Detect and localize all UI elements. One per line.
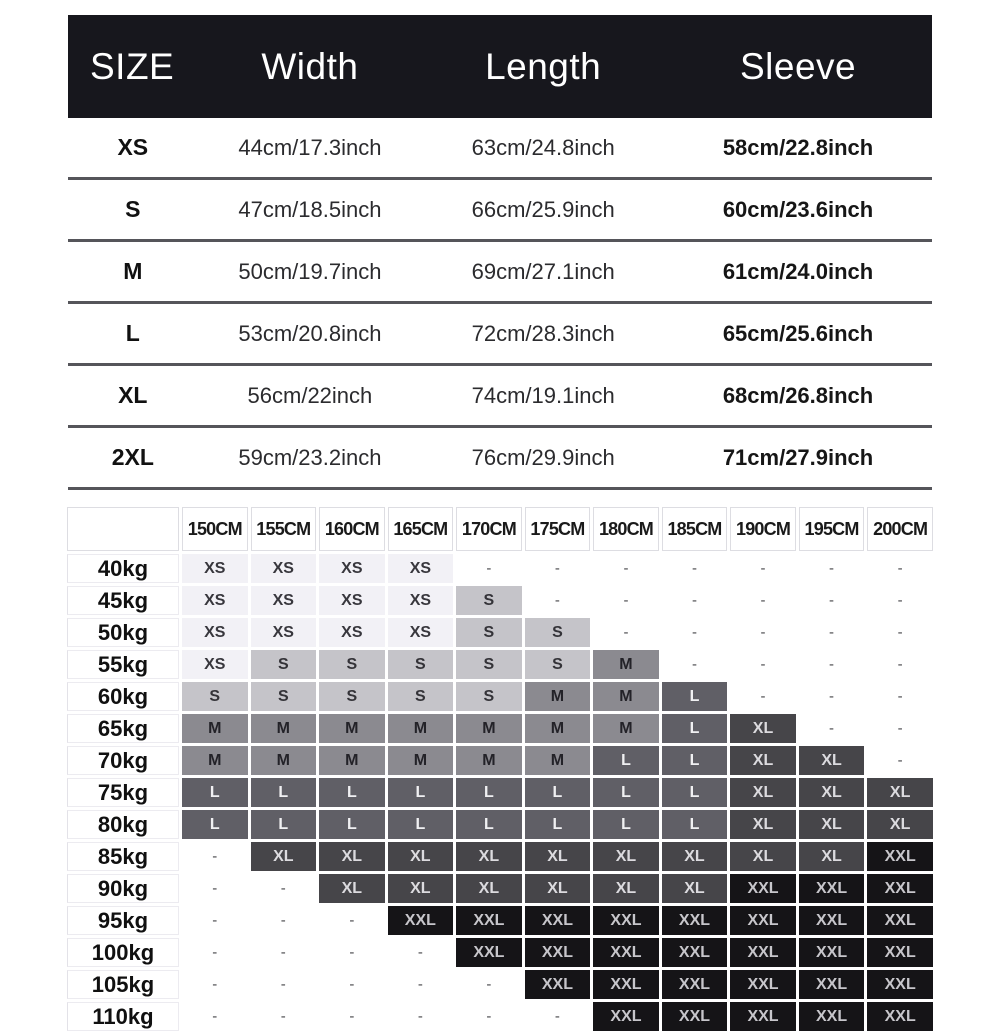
recommended-size-cell: M: [319, 746, 385, 775]
no-size-cell: -: [730, 650, 796, 679]
no-size-cell: -: [388, 938, 454, 967]
recommended-size-cell: L: [319, 810, 385, 839]
no-size-cell: -: [799, 618, 865, 647]
recommended-size-cell: XXL: [799, 906, 865, 935]
recommended-size-cell: L: [388, 810, 454, 839]
no-size-cell: -: [593, 554, 659, 583]
weight-row: [67, 842, 933, 871]
recommended-size-cell: L: [251, 778, 317, 807]
recommended-size-cell: XXL: [730, 906, 796, 935]
width-value: 50cm/19.7inch: [238, 258, 382, 284]
size-label: M: [123, 258, 143, 284]
recommended-size-cell: XL: [730, 746, 796, 775]
no-size-cell: -: [251, 1002, 317, 1031]
recommended-size-cell: XXL: [525, 938, 591, 967]
size-label: 2XL: [111, 444, 154, 470]
recommended-size-cell: XXL: [662, 970, 728, 999]
sleeve-value: 61cm/24.0inch: [722, 258, 874, 284]
length-value: 72cm/28.3inch: [471, 320, 615, 346]
recommended-size-cell: L: [662, 778, 728, 807]
header-width: Width: [261, 45, 359, 87]
no-size-cell: -: [867, 650, 933, 679]
recommended-size-cell: M: [593, 650, 659, 679]
width-value: 47cm/18.5inch: [238, 196, 382, 222]
height-header: 180CM: [593, 507, 659, 551]
recommended-size-cell: XXL: [593, 970, 659, 999]
weight-row: [67, 1002, 933, 1031]
sleeve-value: 65cm/25.6inch: [722, 320, 874, 346]
recommended-size-cell: XS: [182, 586, 248, 615]
recommended-size-cell: L: [593, 778, 659, 807]
recommended-size-cell: S: [525, 618, 591, 647]
size-label: S: [125, 196, 141, 222]
no-size-cell: -: [251, 874, 317, 903]
sleeve-value: 58cm/22.8inch: [722, 134, 874, 160]
no-size-cell: -: [525, 586, 591, 615]
recommended-size-cell: XXL: [593, 938, 659, 967]
recommended-size-cell: L: [319, 778, 385, 807]
recommended-size-cell: XS: [388, 618, 454, 647]
recommended-size-cell: M: [456, 714, 522, 743]
recommended-size-cell: XL: [593, 874, 659, 903]
recommended-size-cell: XXL: [799, 938, 865, 967]
weight-label: 100kg: [67, 938, 179, 967]
recommended-size-cell: XS: [319, 554, 385, 583]
recommended-size-cell: XL: [730, 810, 796, 839]
sleeve-value: 71cm/27.9inch: [722, 444, 874, 470]
recommended-size-cell: XXL: [525, 906, 591, 935]
recommended-size-cell: XXL: [662, 1002, 728, 1031]
fit-matrix-header-row: [67, 507, 933, 551]
size-row-m: [68, 242, 932, 304]
recommended-size-cell: XL: [730, 778, 796, 807]
recommended-size-cell: M: [319, 714, 385, 743]
recommended-size-cell: XXL: [456, 906, 522, 935]
height-header: 200CM: [867, 507, 933, 551]
no-size-cell: -: [867, 682, 933, 711]
size-row-l: [68, 304, 932, 366]
length-value: 66cm/25.9inch: [471, 196, 615, 222]
recommended-size-cell: XXL: [730, 1002, 796, 1031]
weight-label: 40kg: [67, 554, 179, 583]
recommended-size-cell: M: [525, 714, 591, 743]
height-header: 170CM: [456, 507, 522, 551]
recommended-size-cell: XL: [799, 746, 865, 775]
weight-row: [67, 554, 933, 583]
no-size-cell: -: [799, 650, 865, 679]
no-size-cell: -: [730, 554, 796, 583]
height-header: 155CM: [251, 507, 317, 551]
size-row-xl: [68, 366, 932, 428]
length-value: 76cm/29.9inch: [471, 444, 615, 470]
no-size-cell: -: [388, 1002, 454, 1031]
weight-row: [67, 618, 933, 647]
recommended-size-cell: XL: [867, 810, 933, 839]
recommended-size-cell: XL: [251, 842, 317, 871]
no-size-cell: -: [662, 554, 728, 583]
recommended-size-cell: XS: [319, 586, 385, 615]
recommended-size-cell: XL: [456, 874, 522, 903]
no-size-cell: -: [593, 586, 659, 615]
no-size-cell: -: [456, 554, 522, 583]
weight-label: 65kg: [67, 714, 179, 743]
recommended-size-cell: XL: [730, 842, 796, 871]
no-size-cell: -: [867, 586, 933, 615]
width-value: 56cm/22inch: [247, 382, 373, 408]
no-size-cell: -: [319, 938, 385, 967]
sleeve-value: 68cm/26.8inch: [722, 382, 874, 408]
size-label: L: [125, 320, 140, 346]
weight-row: [67, 746, 933, 775]
recommended-size-cell: XL: [799, 842, 865, 871]
recommended-size-cell: M: [456, 746, 522, 775]
no-size-cell: -: [182, 874, 248, 903]
weight-label: 60kg: [67, 682, 179, 711]
size-row-s: [68, 180, 932, 242]
weight-row: [67, 906, 933, 935]
header-length: Length: [485, 45, 602, 87]
no-size-cell: -: [867, 714, 933, 743]
recommended-size-cell: L: [662, 746, 728, 775]
recommended-size-cell: L: [593, 746, 659, 775]
recommended-size-cell: L: [456, 810, 522, 839]
no-size-cell: -: [251, 938, 317, 967]
recommended-size-cell: XXL: [867, 906, 933, 935]
recommended-size-cell: S: [388, 650, 454, 679]
no-size-cell: -: [182, 970, 248, 999]
recommended-size-cell: XS: [388, 554, 454, 583]
no-size-cell: -: [662, 618, 728, 647]
weight-row: [67, 650, 933, 679]
recommended-size-cell: S: [525, 650, 591, 679]
recommended-size-cell: XXL: [799, 970, 865, 999]
fit-matrix: [64, 504, 936, 1034]
recommended-size-cell: S: [182, 682, 248, 711]
no-size-cell: -: [799, 554, 865, 583]
recommended-size-cell: XXL: [799, 874, 865, 903]
no-size-cell: -: [182, 842, 248, 871]
recommended-size-cell: XL: [525, 874, 591, 903]
recommended-size-cell: XXL: [593, 906, 659, 935]
recommended-size-cell: XS: [182, 650, 248, 679]
weight-row: [67, 938, 933, 967]
weight-label: 90kg: [67, 874, 179, 903]
no-size-cell: -: [388, 970, 454, 999]
recommended-size-cell: L: [388, 778, 454, 807]
width-value: 59cm/23.2inch: [238, 444, 382, 470]
recommended-size-cell: L: [182, 778, 248, 807]
recommended-size-cell: S: [456, 682, 522, 711]
weight-row: [67, 778, 933, 807]
weight-label: 95kg: [67, 906, 179, 935]
no-size-cell: -: [319, 1002, 385, 1031]
recommended-size-cell: XL: [388, 842, 454, 871]
recommended-size-cell: XXL: [662, 938, 728, 967]
recommended-size-cell: S: [456, 650, 522, 679]
recommended-size-cell: L: [662, 682, 728, 711]
no-size-cell: -: [456, 1002, 522, 1031]
recommended-size-cell: XXL: [730, 970, 796, 999]
recommended-size-cell: XL: [662, 874, 728, 903]
no-size-cell: -: [182, 906, 248, 935]
recommended-size-cell: XL: [662, 842, 728, 871]
weight-row: [67, 682, 933, 711]
height-header: 185CM: [662, 507, 728, 551]
header-sleeve: Sleeve: [739, 45, 857, 87]
height-header: 160CM: [319, 507, 385, 551]
no-size-cell: -: [525, 1002, 591, 1031]
recommended-size-cell: XXL: [799, 1002, 865, 1031]
length-value: 69cm/27.1inch: [471, 258, 615, 284]
recommended-size-cell: L: [251, 810, 317, 839]
recommended-size-cell: M: [593, 714, 659, 743]
recommended-size-cell: XS: [319, 618, 385, 647]
weight-label: 55kg: [67, 650, 179, 679]
recommended-size-cell: L: [456, 778, 522, 807]
size-label: XS: [117, 134, 149, 160]
recommended-size-cell: XS: [182, 554, 248, 583]
no-size-cell: -: [251, 906, 317, 935]
recommended-size-cell: XXL: [730, 874, 796, 903]
recommended-size-cell: XS: [251, 618, 317, 647]
recommended-size-cell: M: [525, 746, 591, 775]
length-value: 63cm/24.8inch: [471, 134, 615, 160]
recommended-size-cell: XXL: [525, 970, 591, 999]
recommended-size-cell: XXL: [867, 874, 933, 903]
recommended-size-cell: XXL: [456, 938, 522, 967]
recommended-size-cell: S: [388, 682, 454, 711]
weight-label: 50kg: [67, 618, 179, 647]
no-size-cell: -: [867, 746, 933, 775]
header-size: SIZE: [90, 45, 175, 87]
recommended-size-cell: XL: [456, 842, 522, 871]
no-size-cell: -: [799, 586, 865, 615]
corner-cell: [67, 507, 179, 551]
width-value: 53cm/20.8inch: [238, 320, 382, 346]
no-size-cell: -: [867, 554, 933, 583]
recommended-size-cell: XL: [319, 874, 385, 903]
height-header: 175CM: [525, 507, 591, 551]
no-size-cell: -: [182, 938, 248, 967]
weight-row: [67, 810, 933, 839]
recommended-size-cell: M: [525, 682, 591, 711]
no-size-cell: -: [319, 970, 385, 999]
weight-label: 70kg: [67, 746, 179, 775]
recommended-size-cell: M: [388, 714, 454, 743]
no-size-cell: -: [799, 714, 865, 743]
recommended-size-cell: XL: [799, 778, 865, 807]
recommended-size-cell: S: [251, 650, 317, 679]
length-value: 74cm/19.1inch: [471, 382, 615, 408]
recommended-size-cell: S: [319, 650, 385, 679]
width-value: 44cm/17.3inch: [238, 134, 382, 160]
weight-label: 75kg: [67, 778, 179, 807]
no-size-cell: -: [799, 682, 865, 711]
recommended-size-cell: XXL: [730, 938, 796, 967]
recommended-size-cell: XXL: [867, 1002, 933, 1031]
recommended-size-cell: XL: [867, 778, 933, 807]
recommended-size-cell: L: [525, 778, 591, 807]
no-size-cell: -: [730, 618, 796, 647]
weight-row: [67, 714, 933, 743]
no-size-cell: -: [867, 618, 933, 647]
recommended-size-cell: XS: [251, 586, 317, 615]
recommended-size-cell: XXL: [388, 906, 454, 935]
recommended-size-cell: M: [182, 714, 248, 743]
no-size-cell: -: [251, 970, 317, 999]
size-table: [68, 15, 932, 490]
recommended-size-cell: M: [593, 682, 659, 711]
recommended-size-cell: S: [456, 586, 522, 615]
recommended-size-cell: L: [593, 810, 659, 839]
height-header: 165CM: [388, 507, 454, 551]
no-size-cell: -: [182, 1002, 248, 1031]
weight-label: 110kg: [67, 1002, 179, 1031]
no-size-cell: -: [730, 682, 796, 711]
size-table-header: [68, 15, 932, 118]
weight-label: 45kg: [67, 586, 179, 615]
recommended-size-cell: XL: [593, 842, 659, 871]
weight-label: 85kg: [67, 842, 179, 871]
recommended-size-cell: XXL: [662, 906, 728, 935]
no-size-cell: -: [593, 618, 659, 647]
height-header: 150CM: [182, 507, 248, 551]
height-header: 195CM: [799, 507, 865, 551]
recommended-size-cell: XL: [319, 842, 385, 871]
fit-matrix-body: [67, 554, 933, 1031]
no-size-cell: -: [730, 586, 796, 615]
recommended-size-cell: XL: [730, 714, 796, 743]
recommended-size-cell: XXL: [867, 970, 933, 999]
recommended-size-cell: L: [182, 810, 248, 839]
recommended-size-cell: XL: [799, 810, 865, 839]
size-label: XL: [118, 382, 148, 408]
weight-label: 105kg: [67, 970, 179, 999]
weight-row: [67, 874, 933, 903]
recommended-size-cell: M: [251, 714, 317, 743]
recommended-size-cell: XS: [251, 554, 317, 583]
no-size-cell: -: [319, 906, 385, 935]
recommended-size-cell: L: [662, 714, 728, 743]
recommended-size-cell: S: [319, 682, 385, 711]
recommended-size-cell: XXL: [593, 1002, 659, 1031]
recommended-size-cell: S: [456, 618, 522, 647]
fit-matrix-table: [64, 504, 936, 1034]
recommended-size-cell: M: [388, 746, 454, 775]
size-row-2xl: [68, 428, 932, 490]
recommended-size-cell: XL: [388, 874, 454, 903]
recommended-size-cell: L: [525, 810, 591, 839]
no-size-cell: -: [456, 970, 522, 999]
recommended-size-cell: XS: [388, 586, 454, 615]
size-row-xs: [68, 118, 932, 180]
recommended-size-cell: M: [251, 746, 317, 775]
recommended-size-cell: S: [251, 682, 317, 711]
height-header: 190CM: [730, 507, 796, 551]
no-size-cell: -: [662, 650, 728, 679]
recommended-size-cell: M: [182, 746, 248, 775]
fit-matrix-head: [67, 507, 933, 551]
weight-row: [67, 586, 933, 615]
recommended-size-cell: XXL: [867, 938, 933, 967]
recommended-size-cell: XL: [525, 842, 591, 871]
weight-row: [67, 970, 933, 999]
recommended-size-cell: XS: [182, 618, 248, 647]
sleeve-value: 60cm/23.6inch: [722, 196, 874, 222]
recommended-size-cell: L: [662, 810, 728, 839]
no-size-cell: -: [525, 554, 591, 583]
weight-label: 80kg: [67, 810, 179, 839]
no-size-cell: -: [662, 586, 728, 615]
recommended-size-cell: XXL: [867, 842, 933, 871]
